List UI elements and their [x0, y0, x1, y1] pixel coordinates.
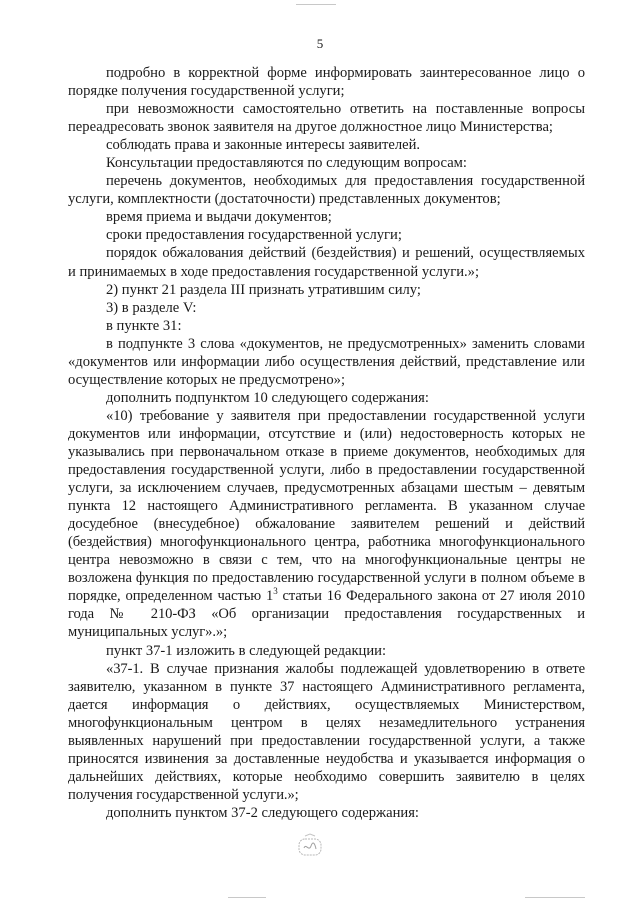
- paragraph-7: сроки предоставления государственной услуги;: [106, 227, 402, 244]
- stamp-seal-icon: [296, 833, 324, 859]
- paragraph-11: в пункте 31:: [106, 317, 182, 334]
- superscript-3: 3: [273, 586, 278, 597]
- scan-mark-bottom-left: [228, 897, 266, 898]
- paragraph-14: [68, 407, 585, 642]
- page-number: 5: [316, 36, 324, 51]
- paragraph-6: время приема и выдачи документов;: [106, 209, 332, 226]
- paragraph-13: дополнить подпунктом 10 следующего содержания:: [106, 389, 429, 406]
- paragraph-5: перечень документов, необходимых для предоставления государственной услуги, комплектности (достаточности) представленных документов;: [68, 173, 585, 208]
- paragraph-15: пункт 37-1 изложить в следующей редакции:: [106, 642, 387, 659]
- paragraph-14-tail: статьи 16 Федерального закона от 27 июля 2010 года № 210-ФЗ «Об организации предоставления государственных и муниципальных услуг».»;: [68, 588, 586, 641]
- paragraph-8: порядок обжалования действий (бездействия) и решений, осуществляемых и принимаемых в ходе предоставления государственной услуги.»;: [68, 245, 585, 280]
- paragraph-3: соблюдать права и законные интересы заявителей.: [106, 137, 421, 154]
- paragraph-16: «37-1. В случае признания жалобы подлежащей удовлетворению в ответе заявителю, указанном в пункте 37 настоящего Административного регламента, дается информация о действиях, осуществляемых Министерством, многофункциональным центром в целях незамедлительного устранения выявленных нарушений при предоставлении государственной услуги, а также приносятся извинения за доставленные неудобства и указывается информация о дальнейших действиях, которые необходимо совершить заявителю в целях получения государственной услуги.»;: [68, 660, 585, 803]
- paragraph-17: дополнить пунктом 37-2 следующего содержания:: [106, 804, 419, 821]
- paragraph-4: Консультации предоставляются по следующим вопросам:: [106, 155, 467, 172]
- paragraph-1: подробно в корректной форме информировать заинтересованное лицо о порядке получения государственной услуги;: [68, 65, 585, 100]
- paragraph-9: 2) пункт 21 раздела III признать утратившим силу;: [106, 281, 421, 298]
- scan-mark-bottom-right: [525, 897, 585, 898]
- paragraph-14-text: «10) требование у заявителя при предоставлении государственной услуги документов или информации, отсутствие и (или) недостоверность которых не указывались при первоначальном отказе в приеме документов, необходимых для предоставления государственной услуги, либо в предоставлении государственной услуги, за исключением случаев, предусмотренных абзацами шестым – девятым пункта 12 настоящего Административного регламента. В указанном случае досудебное (внесудебное) обжалование заявителем решений и действий (бездействия) многофункционального центра, работника многофункционального центра невозможно в связи с тем, что на многофункциональные центры не возложена функция по предоставлению государственной услуги в полном объеме в порядке, определенном частью 1: [68, 407, 585, 605]
- paragraph-12: в подпункте 3 слова «документов, не предусмотренных» заменить словами «документов или информации либо осуществления действий, представление или осуществление которых не предусмотрено»;: [68, 335, 585, 388]
- paragraph-2: при невозможности самостоятельно ответить на поставленные вопросы переадресовать звонок заявителя на другое должностное лицо Министерства;: [68, 101, 585, 136]
- paragraph-10: 3) в разделе V:: [106, 299, 197, 316]
- document-body: [68, 64, 585, 822]
- scan-mark-top: [296, 4, 336, 5]
